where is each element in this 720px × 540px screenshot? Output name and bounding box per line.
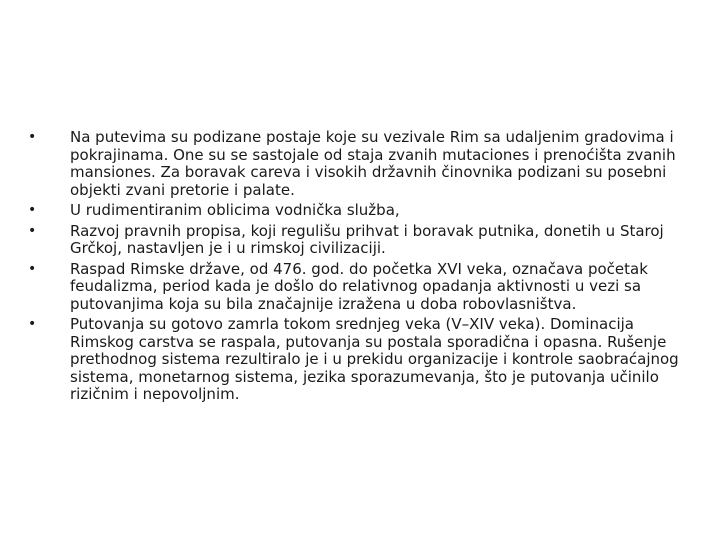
slide-body	[28, 129, 693, 407]
bullet-dot-icon: •	[28, 129, 37, 145]
bullet-dot-icon: •	[28, 202, 37, 218]
bullet-text: Razvoj pravnih propisa, koji regulišu prihvat i boravak putnika, donetih u Staroj Grčkoj, nastavljen je i u rimskoj civilizaciji.	[70, 221, 664, 257]
bullet-dot-icon: •	[28, 222, 37, 239]
bullet-item-3	[28, 223, 693, 258]
bullet-text: U rudimentiranim oblicima vodnička služba,	[70, 201, 400, 219]
bullet-item-5	[28, 316, 693, 404]
bullet-text: Na putevima su podizane postaje koje su vezivale Rim sa udaljenim gradovima i pokrajinama. One su se sastojale od staja zvanih mutaciones i prenoćišta zvanih mansiones. Za boravak careva i visokih državnih činovnika podizani su posebni objekti zvani pretorie i palate.	[70, 128, 676, 199]
bullet-list	[28, 129, 693, 404]
bullet-item-2	[28, 202, 693, 220]
bullet-item-1	[28, 129, 693, 199]
bullet-dot-icon: •	[28, 260, 37, 277]
bullet-text: Putovanja su gotovo zamrla tokom srednjeg veka (V–XIV veka). Dominacija Rimskog carstva se raspala, putovanja su postala sporadična i opasna. Rušenje prethodnog sistema rezultiralo je i u prekidu organizacije i kontrole saobraćajnog sistema, monetarnog sistema, jezika sporazumevanja, što je putovanja učinilo rizičnim i nepovoljnim.	[70, 315, 679, 403]
bullet-dot-icon: •	[28, 316, 37, 332]
bullet-item-4	[28, 261, 693, 314]
bullet-text: Raspad Rimske države, od 476. god. do početka XVI veka, označava početak feudalizma, period kada je došlo do relativnog opadanja aktivnosti u vezi sa putovanjima koja su bila značajnije izražena u doba robovlasništva.	[70, 259, 648, 313]
